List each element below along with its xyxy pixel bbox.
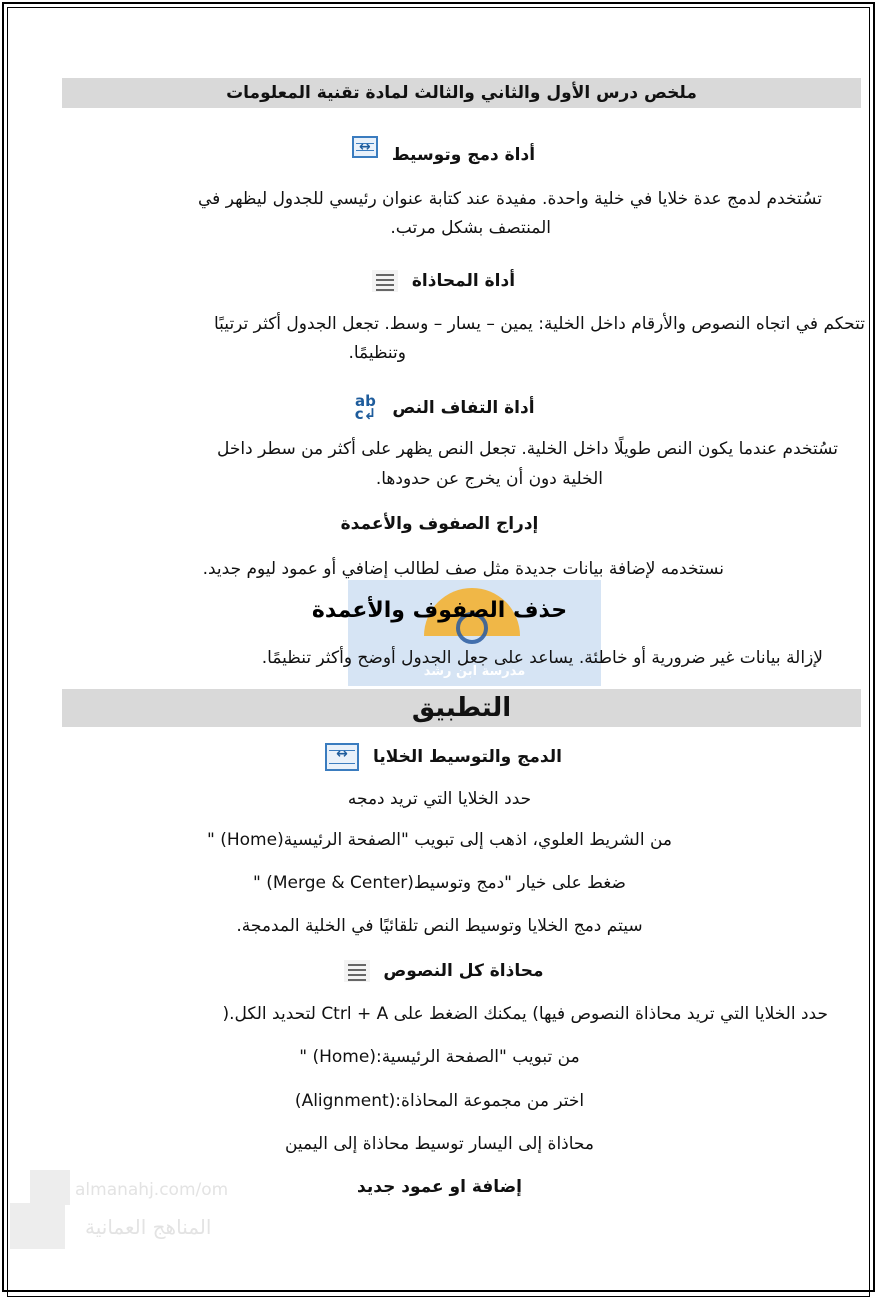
wrap-tool-desc-line1: تسُتخدم عندما يكون النص طويلًا داخل الخلية. تجعل النص يظهر على أكثر من سطر داخل (217, 439, 838, 459)
insert-desc: نستخدمه لإضافة بيانات جديدة مثل صف لطالب إضافي أو عمود ليوم جديد. (202, 559, 724, 579)
delete-heading: حذف الصفوف والأعمدة (311, 598, 568, 623)
app-merge-step-3: ضغط على خيار "دمج وتوسيط(Merge & Center) " (253, 873, 626, 893)
merge-tool-desc-line1: تسُتخدم لدمج عدة خلايا في خلية واحدة. مفيدة عند كتابة عنوان رئيسي للجدول ليظهر في (198, 189, 822, 209)
app-merge-heading: الدمج والتوسيط الخلايا (372, 747, 562, 767)
app-align-step-3: اختر من مجموعة المحاذاة:(Alignment) (294, 1091, 585, 1111)
align-lines-icon (344, 960, 370, 982)
merge-center-icon (325, 743, 359, 771)
wrap-tool-heading-row (0, 392, 879, 423)
app-align-step-1: حدد الخلايا التي تريد محاذاة النصوص فيها) يمكنك الضغط على Ctrl + A لتحديد الكل.( (222, 1004, 828, 1024)
school-logo (348, 580, 601, 686)
school-name: مدرسة ابن رشد (423, 664, 526, 679)
align-lines-icon (372, 270, 398, 292)
app-align-step-4: محاذاة إلى اليسار توسيط محاذاة إلى اليمين (284, 1134, 595, 1154)
wrap-tool-heading: أداة التفاف النص (392, 398, 535, 418)
add-column-heading: إضافة او عمود جديد (357, 1177, 522, 1197)
app-align-step-2: من تبويب "الصفحة الرئيسية:(Home) " (299, 1047, 580, 1067)
document-title: ملخص درس الأول والثاني والثالث لمادة تقنية المعلومات (62, 78, 861, 108)
watermark-url: almanahj.com/om (75, 1180, 229, 1200)
app-merge-heading-row (0, 743, 879, 771)
app-align-heading-row (0, 960, 879, 982)
wrap-tool-desc-line2: الخلية دون أن يخرج عن حدودها. (375, 469, 603, 489)
merge-center-icon (352, 136, 378, 158)
app-align-heading: محاذاة كل النصوص (383, 961, 544, 981)
wrap-text-icon: ab c↲ (354, 392, 377, 423)
insert-heading: إدراج الصفوف والأعمدة (340, 514, 539, 534)
watermark-logo-shape (10, 1203, 65, 1249)
app-merge-step-2: من الشريط العلوي، اذهب إلى تبويب "الصفحة الرئيسية(Home) " (207, 830, 672, 850)
align-tool-heading: أداة المحاذاة (411, 271, 516, 291)
application-heading: التطبيق (62, 689, 861, 727)
align-tool-desc-line1: تتحكم في اتجاه النصوص والأرقام داخل الخلية: يمين – يسار – وسط. تجعل الجدول أكثر ترتيبًا (214, 314, 865, 334)
merge-tool-heading-row (0, 144, 879, 166)
merge-tool-desc-line2: المنتصف بشكل مرتب. (390, 218, 551, 238)
merge-tool-heading: أداة دمج وتوسيط (391, 145, 536, 165)
app-merge-step-1: حدد الخلايا التي تريد دمجه (347, 789, 532, 809)
delete-desc: لإزالة بيانات غير ضرورية أو خاطئة. يساعد على جعل الجدول أوضح وأكثر تنظيمًا. (261, 648, 823, 668)
app-merge-step-4: سيتم دمج الخلايا وتوسيط النص تلقائيًا في الخلية المدمجة. (236, 916, 643, 936)
align-tool-heading-row (0, 270, 879, 292)
align-tool-desc-line2: وتنظيمًا. (348, 343, 406, 363)
watermark-logo-shape (30, 1170, 70, 1205)
watermark-name: المناهج العمانية (85, 1215, 212, 1239)
